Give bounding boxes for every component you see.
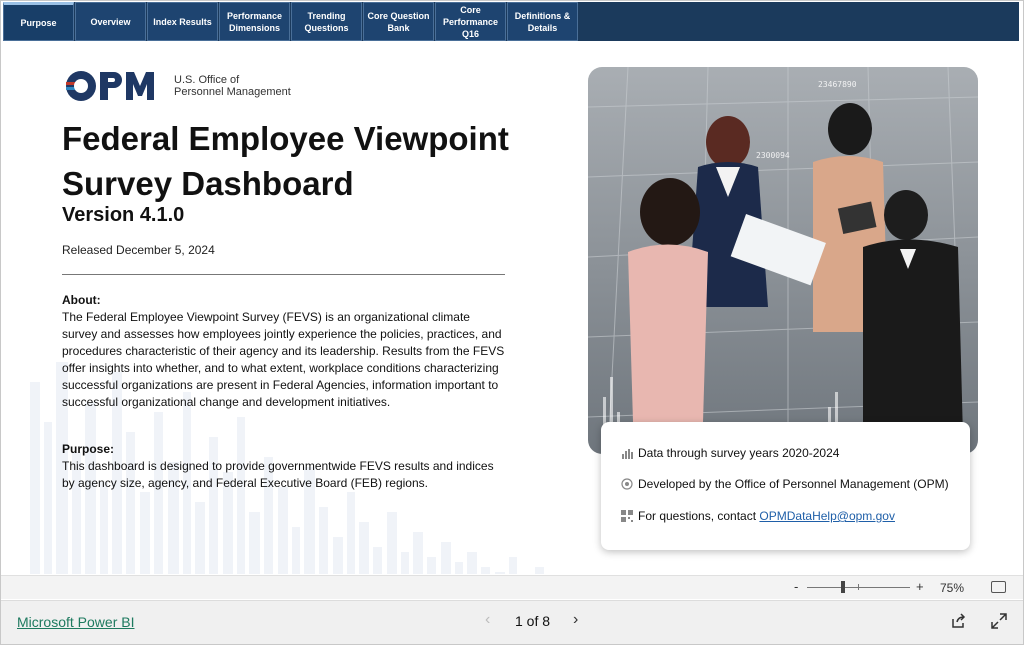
contact-email-link[interactable]: OPMDataHelp@opm.gov — [759, 509, 895, 523]
zoom-slider-tick — [858, 584, 859, 590]
zoom-slider-handle[interactable] — [841, 581, 845, 593]
page-indicator: 1 of 8 — [515, 613, 551, 629]
about-heading: About: — [62, 293, 101, 307]
released-label: Released — [62, 243, 113, 257]
release-date — [62, 243, 215, 257]
report-nav-bar — [3, 2, 1019, 41]
fit-to-page-icon[interactable] — [991, 581, 1006, 593]
info-card — [601, 422, 970, 550]
tab-overview[interactable]: Overview — [75, 2, 146, 41]
next-page-button[interactable]: › — [573, 611, 579, 628]
purpose-text: This dashboard is designed to provide governmentwide FEVS results and indices by agency size, agency, and Federal Executive Board (FEB) regions. — [62, 459, 494, 490]
zoom-level: 75% — [940, 581, 965, 595]
title-divider — [62, 274, 505, 275]
page-title: Federal Employee Viewpoint Survey Dashboard — [62, 120, 509, 202]
seal-icon — [621, 478, 633, 490]
info-contact-prefix: For questions, contact — [638, 509, 757, 523]
previous-page-button[interactable]: ‹ — [485, 611, 491, 628]
tab-performance-dimensions[interactable]: Performance Dimensions — [219, 2, 290, 41]
tab-core-performance-q16[interactable]: Core Performance Q16 — [435, 2, 506, 41]
report-canvas — [3, 42, 1019, 574]
opm-logo-line1: U.S. Office of — [174, 74, 240, 86]
info-developed-by — [621, 477, 949, 491]
tab-trending-questions[interactable]: Trending Questions — [291, 2, 362, 41]
info-developed-by-text: Developed by the Office of Personnel Management (OPM) — [638, 477, 949, 491]
zoom-out-button[interactable]: - — [794, 579, 799, 594]
released-date-value: December 5, 2024 — [116, 243, 215, 257]
zoom-in-button[interactable]: + — [916, 579, 924, 594]
qr-code-icon — [621, 510, 633, 522]
tab-purpose[interactable]: Purpose — [3, 2, 74, 41]
info-contact — [621, 509, 895, 523]
share-icon[interactable] — [950, 613, 966, 629]
zoom-bar — [1, 575, 1023, 599]
opm-logo — [64, 68, 291, 104]
info-data-years — [621, 446, 839, 460]
powerbi-footer — [1, 600, 1023, 644]
bar-chart-icon — [621, 447, 633, 459]
opm-logo-line2: Personnel Management — [174, 86, 291, 98]
fullscreen-icon[interactable] — [991, 613, 1007, 629]
about-text: The Federal Employee Viewpoint Survey (FEVS) is an organizational climate survey and assesses how employees jointly experience the policies, practices, and procedures characteristic of their agency and its leadership. Results from the FEVS offer insights into whether, and to what extent, workplace conditions characterizing successful organizations are present in Federal Agencies, information important to successful organizational change and development initiatives. — [62, 310, 505, 409]
info-data-years-text: Data through survey years 2020-2024 — [638, 446, 840, 460]
tab-definitions-details[interactable]: Definitions & Details — [507, 2, 578, 41]
photo-number-2: 2300094 — [756, 151, 790, 160]
team-meeting-photo — [588, 67, 978, 454]
nav-tabs — [3, 2, 579, 41]
tab-core-question-bank[interactable]: Core Question Bank — [363, 2, 434, 41]
version-label: Version 4.1.0 — [62, 204, 185, 226]
opm-logo-text — [174, 74, 291, 98]
microsoft-power-bi-link[interactable]: Microsoft Power BI — [17, 614, 135, 630]
photo-number-1: 23467890 — [818, 80, 857, 89]
tab-index-results[interactable]: Index Results — [147, 2, 218, 41]
purpose-heading: Purpose: — [62, 442, 115, 456]
opm-logo-mark — [64, 69, 166, 103]
